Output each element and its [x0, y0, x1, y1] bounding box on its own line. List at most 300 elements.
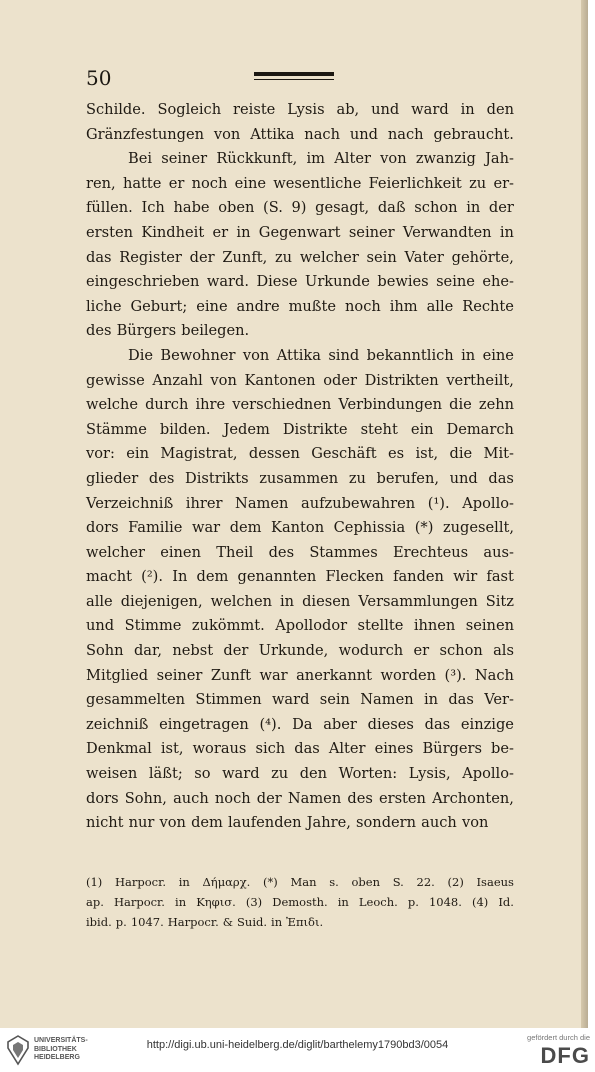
word: eine — [196, 297, 228, 315]
word: genannten — [237, 568, 317, 586]
word: der — [189, 248, 215, 266]
word: Stammes — [309, 543, 378, 561]
word: ward. — [206, 273, 249, 291]
word: Harpocr. — [113, 895, 165, 909]
text-line — [86, 565, 514, 590]
word: Rückkunft, — [216, 150, 298, 168]
word: Kantonen — [244, 371, 316, 389]
word: andre — [236, 297, 280, 315]
word: oben — [218, 199, 255, 217]
word: mußte — [288, 297, 337, 315]
text-line — [86, 196, 514, 221]
word: wodurch — [338, 642, 404, 660]
word: wir — [453, 568, 478, 586]
page-url-link[interactable]: http://digi.ub.uni-heidelberg.de/diglit/barthelemy1790bd3/0054 — [146, 1039, 449, 1051]
text-line — [86, 221, 514, 246]
word: es — [387, 445, 405, 463]
word: Geschäft — [311, 445, 377, 463]
word: Stämme — [86, 420, 147, 438]
word: sind — [328, 346, 360, 364]
word: bekanntlich — [366, 346, 454, 364]
word: die — [449, 445, 473, 463]
word: zukömmt. — [191, 617, 265, 635]
word: nicht — [86, 814, 124, 832]
word: gebraucht. — [433, 125, 514, 143]
word: bilden. — [159, 420, 211, 438]
word: diesen — [302, 592, 351, 610]
word: das — [424, 715, 451, 733]
word: aufzubewahren — [301, 494, 416, 512]
word: S. — [392, 875, 404, 889]
word: zu — [348, 469, 366, 487]
word: eingeschrieben — [86, 273, 200, 291]
word: nebst — [172, 642, 214, 660]
word: ersten — [86, 223, 134, 241]
word: das — [448, 691, 474, 709]
word: zu — [271, 765, 289, 783]
header-rule-thin — [254, 79, 334, 80]
word: schon — [414, 199, 458, 217]
word: des — [148, 469, 175, 487]
word: Ich — [141, 199, 165, 217]
footnotes — [86, 872, 514, 932]
word: der — [488, 199, 514, 217]
word: oder — [323, 371, 357, 389]
text-line — [86, 295, 514, 320]
word: (4) — [472, 895, 489, 909]
word: er- — [493, 174, 514, 192]
word: diejenigen, — [120, 592, 203, 610]
word: schon — [439, 642, 483, 660]
word: dieses — [367, 715, 414, 733]
word: Sogleich — [157, 101, 222, 118]
word: eine — [482, 346, 514, 364]
word: Theil — [216, 543, 254, 561]
word: Jah- — [485, 150, 514, 168]
word: Leoch. — [358, 895, 398, 909]
word: das — [488, 469, 514, 487]
word: von — [461, 814, 489, 832]
word: Sohn, — [124, 789, 167, 807]
word: verschiednen — [232, 396, 332, 414]
word: in — [460, 101, 475, 118]
word: Harpocr. — [167, 915, 219, 929]
word: Mitglied — [86, 666, 149, 684]
word: Lysis — [287, 101, 325, 118]
word: Attika — [250, 125, 295, 143]
word: Κηφισ. — [196, 895, 236, 909]
word: Erechteus — [392, 543, 469, 561]
word: welcher — [299, 248, 359, 266]
word: Rechte — [462, 297, 514, 315]
text-line — [86, 737, 514, 762]
word: & — [222, 915, 234, 929]
page-edge — [581, 0, 588, 1028]
word: und — [349, 125, 378, 143]
word: (*) — [263, 875, 278, 889]
word: Distrikte — [282, 420, 348, 438]
footnote-line — [86, 892, 514, 912]
word: war — [259, 666, 288, 684]
word: Demarch — [446, 420, 514, 438]
text-line — [86, 541, 514, 566]
text-line — [86, 492, 514, 517]
word: von — [213, 125, 241, 143]
word: Schilde. — [86, 101, 146, 118]
word: In — [172, 568, 188, 586]
page-number: 50 — [86, 66, 112, 90]
word: der — [256, 789, 282, 807]
text-line — [86, 639, 514, 664]
word: (*) — [414, 519, 434, 537]
text-line — [86, 590, 514, 615]
word: Apollo- — [462, 494, 514, 512]
word: hatte — [122, 174, 162, 192]
text-line — [86, 270, 514, 295]
word: dem — [191, 814, 223, 832]
word: und — [86, 617, 115, 635]
word: ihm — [389, 297, 418, 315]
word: als — [493, 642, 514, 660]
word: oben — [351, 875, 380, 889]
word: ward — [411, 101, 449, 118]
word: ist, — [160, 740, 184, 758]
word: bewies — [377, 273, 429, 291]
word: eingetragen — [159, 715, 249, 733]
word: Diese — [256, 273, 298, 291]
word: ibid. — [86, 915, 112, 929]
word: Verwandten — [402, 223, 492, 241]
word: 1047. — [130, 915, 164, 929]
text-line — [86, 393, 514, 418]
word: Harpocr. — [115, 875, 166, 889]
word: sein — [366, 248, 397, 266]
word: zeichniß — [86, 715, 149, 733]
word: er — [413, 642, 430, 660]
text-line — [86, 614, 514, 639]
word: füllen. — [86, 199, 133, 217]
word: Suid. — [237, 915, 268, 929]
word: (1) — [86, 875, 103, 889]
word: gesammelten — [86, 691, 186, 709]
word: seiner — [348, 223, 395, 241]
word: in — [271, 915, 283, 929]
word: Die — [128, 346, 154, 364]
word: Demosth. — [272, 895, 328, 909]
word: dessen — [248, 445, 300, 463]
text-line — [86, 319, 514, 344]
word: ihnen — [413, 617, 456, 635]
word: nur — [128, 814, 155, 832]
word: Register — [119, 248, 182, 266]
word: der — [223, 642, 249, 660]
word: Kanton — [271, 519, 325, 537]
word: auch — [421, 814, 457, 832]
institution-text: UNIVERSITÄTS- BIBLIOTHEK HEIDELBERG — [34, 1037, 88, 1061]
word: Apollo- — [462, 765, 514, 783]
word: ren, — [86, 174, 116, 192]
word: ap. — [86, 895, 104, 909]
word: anerkannt — [296, 666, 373, 684]
word: zu — [274, 248, 293, 266]
word: (2) — [447, 875, 464, 889]
word: woraus — [192, 740, 247, 758]
word: Worten: — [338, 765, 398, 783]
word: wesentliche — [273, 174, 362, 192]
dfg-logo: DFG — [540, 1043, 590, 1068]
word: beilegen. — [181, 322, 250, 340]
word: Flecken — [325, 568, 384, 586]
word: Familie — [128, 519, 183, 537]
word: fanden — [393, 568, 444, 586]
word: dem — [229, 519, 262, 537]
word: Distrikts — [185, 469, 249, 487]
word: des — [86, 322, 112, 340]
word: er — [212, 223, 229, 241]
text-line — [86, 762, 514, 787]
word: Gegenwart — [258, 223, 341, 241]
word: Mit- — [483, 445, 514, 463]
word: Archonten, — [432, 789, 514, 807]
word: von — [159, 814, 186, 832]
word: alle — [86, 592, 113, 610]
word: war — [191, 519, 221, 537]
word: Bürgers — [116, 322, 177, 340]
footnote-line — [86, 912, 514, 932]
word: p. — [407, 895, 419, 909]
word: fast — [486, 568, 514, 586]
word: Lysis, — [408, 765, 451, 783]
word: das — [294, 740, 320, 758]
text-line — [86, 418, 514, 443]
word: sondern — [356, 814, 417, 832]
text-line — [86, 344, 514, 369]
word: von — [242, 346, 270, 364]
word: in — [466, 199, 481, 217]
text-line — [86, 172, 514, 197]
word: Urkunde, — [258, 642, 329, 660]
word: 9) — [291, 199, 307, 217]
word: ein — [410, 420, 434, 438]
word: welchen — [210, 592, 272, 610]
word: Verzeichniß — [86, 494, 174, 512]
word: liche — [86, 297, 122, 315]
word: welcher — [86, 543, 145, 561]
word: in — [337, 895, 349, 909]
word: er — [168, 174, 185, 192]
word: von — [380, 150, 407, 168]
word: welche — [86, 396, 139, 414]
word: einzige — [460, 715, 514, 733]
word: Man — [290, 875, 317, 889]
word: Urkunde — [305, 273, 370, 291]
text-line — [86, 787, 514, 812]
word: durch — [145, 396, 189, 414]
word: vor: — [86, 445, 115, 463]
word: aber — [323, 715, 357, 733]
text-line — [86, 688, 514, 713]
word: Geburt; — [130, 297, 188, 315]
word: den — [486, 101, 514, 118]
word: Versammlungen — [358, 592, 478, 610]
word: seine — [436, 273, 475, 291]
word: des — [268, 543, 295, 561]
word: in — [178, 875, 190, 889]
text-line — [86, 664, 514, 689]
word: s. — [329, 875, 339, 889]
word: Jedem — [223, 420, 270, 438]
text-line — [86, 123, 514, 148]
word: (²). — [141, 568, 164, 586]
word: Namen — [360, 691, 414, 709]
word: ihre — [195, 396, 226, 414]
word: Bei — [128, 150, 153, 168]
text-line — [86, 516, 514, 541]
word: seiner — [156, 666, 203, 684]
word: in — [461, 346, 476, 364]
word: dem — [196, 568, 229, 586]
funding-note: gefördert durch die — [527, 1033, 590, 1042]
word: Jahre, — [306, 814, 351, 832]
word: Alter — [334, 150, 371, 168]
word: seiner — [161, 150, 208, 168]
word: Verbindungen — [338, 396, 443, 414]
word: dors — [86, 519, 119, 537]
footnote-line — [86, 872, 514, 892]
word: in — [499, 223, 514, 241]
word: auch — [173, 789, 209, 807]
word: weisen — [86, 765, 138, 783]
word: ab, — [336, 101, 360, 118]
word: eines — [374, 740, 414, 758]
word: in — [236, 223, 251, 241]
word: ehe- — [482, 273, 514, 291]
word: Stimmen — [195, 691, 262, 709]
viewer-footer — [0, 1028, 595, 1072]
word: den — [299, 765, 328, 783]
word: Zunft — [210, 666, 252, 684]
word: Ἐπιδι. — [286, 915, 324, 929]
word: alle — [426, 297, 454, 315]
word: Alter — [328, 740, 366, 758]
word: 22. — [416, 875, 435, 889]
word: von — [210, 371, 237, 389]
word: einen — [160, 543, 201, 561]
text-line — [86, 713, 514, 738]
word: Attika — [276, 346, 321, 364]
word: Namen — [287, 789, 342, 807]
word: berufen, — [376, 469, 439, 487]
word: be- — [491, 740, 514, 758]
word: seinen — [465, 617, 514, 635]
word: und — [371, 101, 400, 118]
word: zwanzig — [415, 150, 476, 168]
word: macht — [86, 568, 132, 586]
word: reiste — [233, 101, 276, 118]
word: Da — [292, 715, 313, 733]
word: Stimme — [124, 617, 182, 635]
word: Nach — [474, 666, 514, 684]
word: p. — [115, 915, 127, 929]
word: sich — [255, 740, 286, 758]
word: 1048. — [428, 895, 462, 909]
word: Kindheit — [141, 223, 205, 241]
word: Namen — [235, 494, 289, 512]
word: Sitz — [485, 592, 514, 610]
word: Ver- — [484, 691, 514, 709]
word: Bürgers — [422, 740, 482, 758]
text-line — [86, 98, 514, 123]
word: (S. — [263, 199, 283, 217]
word: Cephissia — [333, 519, 406, 537]
text-line — [86, 369, 514, 394]
word: steht — [360, 420, 398, 438]
word: Vater — [404, 248, 444, 266]
word: vertheilt, — [446, 371, 514, 389]
word: ein — [126, 445, 149, 463]
word: ersten — [378, 789, 426, 807]
word: noch — [345, 297, 381, 315]
text-line — [86, 147, 514, 172]
word: sein — [319, 691, 350, 709]
word: Sohn — [86, 642, 124, 660]
word: gewisse — [86, 371, 145, 389]
text-line — [86, 246, 514, 271]
word: Zunft, — [222, 248, 268, 266]
word: das — [86, 248, 112, 266]
text-line — [86, 467, 514, 492]
body-text — [86, 98, 514, 836]
word: läßt; — [148, 765, 183, 783]
word: ward — [271, 691, 310, 709]
word: (3) — [245, 895, 263, 909]
word: Anzahl — [152, 371, 203, 389]
word: im — [306, 150, 326, 168]
word: laufenden — [228, 814, 302, 832]
word: dors — [86, 789, 119, 807]
word: ihrer — [185, 494, 223, 512]
word: zehn — [478, 396, 514, 414]
word: ist, — [415, 445, 439, 463]
word: Gränzfestungen — [86, 125, 204, 143]
word: gehörte, — [451, 248, 514, 266]
word: Apollodor — [275, 617, 348, 635]
word: aus- — [483, 543, 514, 561]
word: so — [194, 765, 211, 783]
word: (³). — [444, 666, 467, 684]
word: in — [279, 592, 295, 610]
word: (¹). — [427, 494, 450, 512]
word: Id. — [498, 895, 514, 909]
word: noch — [214, 789, 251, 807]
word: Isaeus — [476, 875, 514, 889]
word: zu — [469, 174, 487, 192]
text-line — [86, 442, 514, 467]
word: eine — [234, 174, 266, 192]
word: Distrikten — [364, 371, 439, 389]
word: und — [449, 469, 478, 487]
text-line — [86, 811, 514, 836]
word: Δήμαρχ. — [202, 875, 251, 889]
word: nach — [387, 125, 424, 143]
word: glieder — [86, 469, 139, 487]
word: des — [347, 789, 373, 807]
word: worden — [380, 666, 437, 684]
word: (⁴). — [259, 715, 282, 733]
word: nach — [304, 125, 340, 143]
word: stellte — [357, 617, 404, 635]
word: zugesellt, — [442, 519, 514, 537]
